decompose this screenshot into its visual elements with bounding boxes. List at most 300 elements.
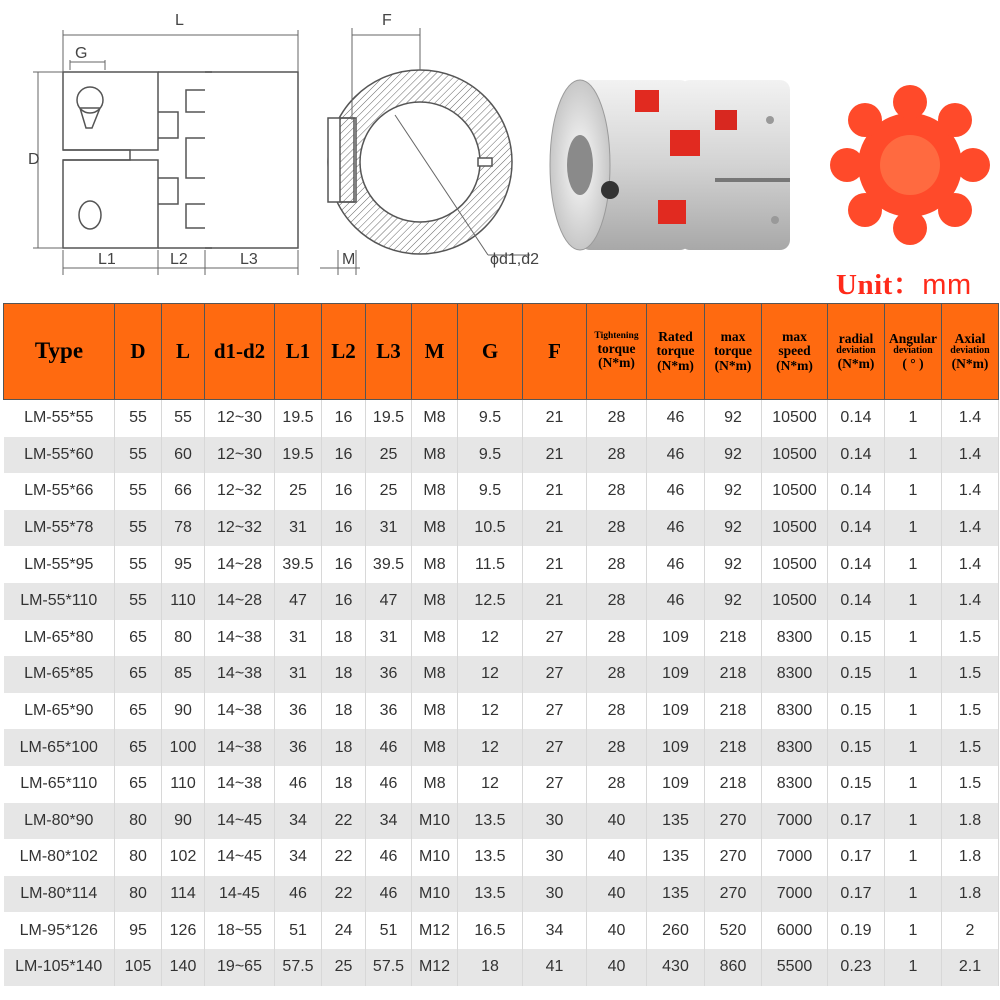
table-cell: M8 — [412, 437, 458, 474]
table-cell: 8300 — [762, 620, 828, 657]
table-cell: 1.4 — [942, 400, 999, 437]
column-header-line: (N*m) — [714, 357, 752, 373]
column-header — [275, 304, 322, 400]
table-cell: 65 — [115, 620, 162, 657]
dim-label-D: D — [28, 151, 40, 168]
table-cell: 14~38 — [205, 620, 275, 657]
table-cell: M8 — [412, 583, 458, 620]
table-cell: 46 — [647, 400, 705, 437]
table-cell: 13.5 — [458, 876, 523, 913]
column-header — [322, 304, 366, 400]
table-cell: 16 — [322, 510, 366, 547]
table-cell: 55 — [115, 473, 162, 510]
table-cell: M8 — [412, 766, 458, 803]
table-cell: 22 — [322, 876, 366, 913]
column-header — [205, 304, 275, 400]
table-cell: 10500 — [762, 473, 828, 510]
table-cell: 92 — [705, 437, 762, 474]
table-cell: 65 — [115, 693, 162, 730]
table-cell: 80 — [115, 839, 162, 876]
column-header-line: F — [548, 339, 561, 364]
table-cell: 1.4 — [942, 510, 999, 547]
column-header-line: torque — [597, 341, 636, 357]
table-cell: 270 — [705, 839, 762, 876]
table-cell: 65 — [115, 656, 162, 693]
table-cell: 40 — [587, 839, 647, 876]
table-cell: 1 — [885, 949, 942, 986]
table-cell: 92 — [705, 473, 762, 510]
table-cell: 28 — [587, 473, 647, 510]
column-header — [115, 304, 162, 400]
table-cell: 1.4 — [942, 546, 999, 583]
table-cell: 5500 — [762, 949, 828, 986]
table-cell: 0.15 — [828, 693, 885, 730]
table-cell: 1 — [885, 912, 942, 949]
table-cell: 19~65 — [205, 949, 275, 986]
table-cell: 12 — [458, 656, 523, 693]
table-cell: 8300 — [762, 729, 828, 766]
type-cell: LM-65*90 — [4, 693, 115, 730]
table-cell: 27 — [523, 766, 587, 803]
table-cell: 28 — [587, 400, 647, 437]
table-cell: 1.8 — [942, 876, 999, 913]
table-cell: 1.5 — [942, 693, 999, 730]
table-cell: 80 — [162, 620, 205, 657]
table-cell: 218 — [705, 620, 762, 657]
table-cell: 0.19 — [828, 912, 885, 949]
unit-prefix: Unit： — [836, 269, 923, 301]
table-cell: 27 — [523, 729, 587, 766]
dim-label-L: L — [175, 12, 184, 29]
table-cell: 0.15 — [828, 656, 885, 693]
column-header-line: Rated — [658, 329, 693, 345]
table-cell: 14-45 — [205, 876, 275, 913]
table-cell: 7000 — [762, 876, 828, 913]
table-cell: 28 — [587, 510, 647, 547]
table-cell: 36 — [366, 693, 412, 730]
coupling-photo — [540, 60, 820, 260]
column-header — [523, 304, 587, 400]
table-cell: 95 — [162, 546, 205, 583]
table-cell: 90 — [162, 803, 205, 840]
column-header-line: G — [481, 339, 499, 364]
table-cell: 18 — [322, 693, 366, 730]
table-cell: 80 — [115, 803, 162, 840]
table-cell: 135 — [647, 839, 705, 876]
table-cell: 10500 — [762, 400, 828, 437]
table-cell: 12 — [458, 729, 523, 766]
table-cell: 85 — [162, 656, 205, 693]
table-cell: 14~28 — [205, 583, 275, 620]
column-header-line: max — [782, 329, 807, 345]
table-cell: 218 — [705, 766, 762, 803]
table-cell: 14~38 — [205, 693, 275, 730]
table-cell: 8300 — [762, 656, 828, 693]
table-cell: 14~28 — [205, 546, 275, 583]
column-header-line: (N*m) — [951, 355, 989, 371]
table-cell: 46 — [366, 766, 412, 803]
table-cell: 109 — [647, 620, 705, 657]
column-header-line: torque — [656, 343, 695, 359]
table-cell: 30 — [523, 839, 587, 876]
table-cell: 12 — [458, 693, 523, 730]
table-cell: 46 — [366, 839, 412, 876]
table-cell: 16 — [322, 473, 366, 510]
column-header-line: deviation — [950, 345, 990, 357]
table-row — [4, 473, 999, 510]
table-cell: M8 — [412, 729, 458, 766]
column-header-line: L3 — [376, 339, 401, 364]
dim-label-M: M — [342, 251, 356, 268]
table-cell: 51 — [366, 912, 412, 949]
table-body — [4, 400, 999, 986]
table-row — [4, 693, 999, 730]
table-cell: 0.17 — [828, 839, 885, 876]
table-cell: 8300 — [762, 766, 828, 803]
table-cell: 31 — [366, 510, 412, 547]
table-cell: 21 — [523, 583, 587, 620]
table-cell: 34 — [366, 803, 412, 840]
table-cell: 1 — [885, 766, 942, 803]
dim-label-L1: L1 — [98, 251, 116, 268]
table-cell: 22 — [322, 803, 366, 840]
table-cell: 30 — [523, 876, 587, 913]
table-cell: 430 — [647, 949, 705, 986]
table-cell: 18 — [322, 729, 366, 766]
spider-insert-photo — [825, 80, 995, 250]
table-cell: 105 — [115, 949, 162, 986]
table-cell: 46 — [647, 583, 705, 620]
table-cell: 31 — [275, 620, 322, 657]
table-cell: 34 — [523, 912, 587, 949]
table-cell: 13.5 — [458, 803, 523, 840]
table-cell: 8300 — [762, 693, 828, 730]
table-cell: 1.5 — [942, 766, 999, 803]
table-cell: 65 — [115, 729, 162, 766]
table-cell: 1 — [885, 729, 942, 766]
table-cell: 270 — [705, 803, 762, 840]
table-cell: 40 — [587, 876, 647, 913]
table-cell: 46 — [647, 546, 705, 583]
specification-table — [3, 303, 999, 986]
dim-label-G: G — [75, 45, 88, 62]
table-row — [4, 583, 999, 620]
table-cell: 46 — [275, 876, 322, 913]
table-cell: 0.14 — [828, 510, 885, 547]
table-cell: 1.5 — [942, 620, 999, 657]
table-cell: 7000 — [762, 839, 828, 876]
table-cell: 1.4 — [942, 583, 999, 620]
table-cell: 46 — [366, 729, 412, 766]
column-header-line: ( ° ) — [902, 355, 924, 371]
column-header — [587, 304, 647, 400]
table-cell: 1 — [885, 546, 942, 583]
table-cell: 12~30 — [205, 400, 275, 437]
table-cell: 24 — [322, 912, 366, 949]
table-cell: 18 — [322, 620, 366, 657]
table-cell: 1 — [885, 803, 942, 840]
table-cell: 1 — [885, 839, 942, 876]
table-cell: 22 — [322, 839, 366, 876]
table-cell: 28 — [587, 656, 647, 693]
table-row — [4, 766, 999, 803]
table-cell: M8 — [412, 620, 458, 657]
table-cell: 1 — [885, 510, 942, 547]
product-illustration-area — [0, 0, 1000, 300]
table-row — [4, 546, 999, 583]
table-cell: 1 — [885, 876, 942, 913]
table-cell: 1 — [885, 693, 942, 730]
table-cell: 21 — [523, 473, 587, 510]
table-cell: 34 — [275, 839, 322, 876]
table-cell: 27 — [523, 693, 587, 730]
table-cell: M10 — [412, 803, 458, 840]
table-cell: M8 — [412, 693, 458, 730]
table-cell: 13.5 — [458, 839, 523, 876]
table-cell: 109 — [647, 729, 705, 766]
table-cell: M8 — [412, 510, 458, 547]
column-header-line: deviation — [836, 345, 876, 357]
table-cell: 46 — [275, 766, 322, 803]
column-header-line: L — [175, 339, 190, 364]
table-cell: 10500 — [762, 583, 828, 620]
table-cell: 1.4 — [942, 437, 999, 474]
table-cell: 28 — [587, 546, 647, 583]
table-row — [4, 876, 999, 913]
table-cell: 46 — [647, 473, 705, 510]
table-cell: 0.23 — [828, 949, 885, 986]
table-cell: 57.5 — [366, 949, 412, 986]
table-cell: 0.14 — [828, 400, 885, 437]
table-cell: 40 — [587, 912, 647, 949]
table-cell: 18 — [322, 656, 366, 693]
table-cell: 18 — [458, 949, 523, 986]
column-header-line: L2 — [331, 339, 356, 364]
table-cell: 10500 — [762, 510, 828, 547]
table-cell: 1 — [885, 583, 942, 620]
table-cell: 78 — [162, 510, 205, 547]
table-cell: 0.15 — [828, 620, 885, 657]
table-cell: 12 — [458, 766, 523, 803]
column-header — [762, 304, 828, 400]
table-cell: 140 — [162, 949, 205, 986]
table-cell: 21 — [523, 546, 587, 583]
table-cell: 19.5 — [275, 437, 322, 474]
column-header-line: deviation — [893, 345, 933, 357]
technical-drawing — [0, 0, 600, 300]
table-cell: 110 — [162, 583, 205, 620]
table-cell: 218 — [705, 656, 762, 693]
table-cell: 1 — [885, 620, 942, 657]
table-cell: 1 — [885, 473, 942, 510]
table-row — [4, 803, 999, 840]
table-cell: 36 — [275, 729, 322, 766]
table-cell: 218 — [705, 693, 762, 730]
table-row — [4, 437, 999, 474]
table-cell: M8 — [412, 656, 458, 693]
column-header-line: Axial — [954, 331, 986, 347]
table-cell: 19.5 — [275, 400, 322, 437]
table-cell: 27 — [523, 620, 587, 657]
table-cell: 31 — [366, 620, 412, 657]
table-header-row — [4, 304, 999, 400]
table-row — [4, 400, 999, 437]
table-cell: 36 — [366, 656, 412, 693]
table-cell: 1.5 — [942, 729, 999, 766]
column-header-line: (N*m) — [776, 357, 813, 373]
table-cell: 135 — [647, 803, 705, 840]
table-cell: 1.4 — [942, 473, 999, 510]
table-cell: 10500 — [762, 546, 828, 583]
table-cell: 0.14 — [828, 437, 885, 474]
dim-label-L3: L3 — [240, 251, 258, 268]
table-cell: 102 — [162, 839, 205, 876]
column-header — [705, 304, 762, 400]
column-header-line: L1 — [285, 339, 311, 364]
table-cell: 80 — [115, 876, 162, 913]
table-cell: 39.5 — [366, 546, 412, 583]
table-cell: 109 — [647, 656, 705, 693]
table-cell: 55 — [115, 400, 162, 437]
table-cell: 0.15 — [828, 766, 885, 803]
table-cell: 2.1 — [942, 949, 999, 986]
column-header — [162, 304, 205, 400]
column-header-line: (N*m) — [657, 357, 694, 373]
table-cell: 11.5 — [458, 546, 523, 583]
table-cell: 12 — [458, 620, 523, 657]
table-cell: 46 — [366, 876, 412, 913]
table-cell: 100 — [162, 729, 205, 766]
table-cell: 30 — [523, 803, 587, 840]
table-cell: 40 — [587, 803, 647, 840]
table-cell: M10 — [412, 876, 458, 913]
table-cell: 27 — [523, 656, 587, 693]
table-cell: 9.5 — [458, 400, 523, 437]
table-cell: 860 — [705, 949, 762, 986]
table-cell: 31 — [275, 656, 322, 693]
table-cell: 7000 — [762, 803, 828, 840]
table-cell: 9.5 — [458, 437, 523, 474]
table-cell: M8 — [412, 400, 458, 437]
table-cell: 126 — [162, 912, 205, 949]
table-cell: 19.5 — [366, 400, 412, 437]
table-cell: 16.5 — [458, 912, 523, 949]
table-cell: 57.5 — [275, 949, 322, 986]
table-cell: 95 — [115, 912, 162, 949]
column-header-line: M — [424, 339, 445, 364]
table-cell: 65 — [115, 766, 162, 803]
table-cell: 28 — [587, 693, 647, 730]
table-row — [4, 912, 999, 949]
table-cell: 109 — [647, 766, 705, 803]
table-cell: 16 — [322, 583, 366, 620]
table-cell: 270 — [705, 876, 762, 913]
table-cell: 28 — [587, 620, 647, 657]
column-header — [458, 304, 523, 400]
dim-label-L2: L2 — [170, 251, 188, 268]
table-row — [4, 949, 999, 986]
table-cell: 21 — [523, 437, 587, 474]
column-header-line: Tightening — [594, 331, 639, 342]
type-cell: LM-80*114 — [4, 876, 115, 913]
table-cell: 0.14 — [828, 473, 885, 510]
table-cell: 25 — [275, 473, 322, 510]
column-header — [885, 304, 942, 400]
table-cell: 2 — [942, 912, 999, 949]
table-cell: 10.5 — [458, 510, 523, 547]
table-cell: M12 — [412, 912, 458, 949]
table-cell: M8 — [412, 546, 458, 583]
type-cell: LM-55*60 — [4, 437, 115, 474]
table-cell: 34 — [275, 803, 322, 840]
column-header — [828, 304, 885, 400]
column-header-line: d1-d2 — [213, 339, 266, 364]
table-cell: 18 — [322, 766, 366, 803]
type-cell: LM-65*85 — [4, 656, 115, 693]
column-header — [4, 304, 115, 400]
table-cell: 1.8 — [942, 803, 999, 840]
table-row — [4, 510, 999, 547]
table-cell: 218 — [705, 729, 762, 766]
table-cell: 114 — [162, 876, 205, 913]
table-cell: 10500 — [762, 437, 828, 474]
table-cell: 21 — [523, 510, 587, 547]
table-cell: 36 — [275, 693, 322, 730]
table-cell: 0.14 — [828, 583, 885, 620]
table-cell: 25 — [366, 437, 412, 474]
type-cell: LM-55*78 — [4, 510, 115, 547]
type-cell: LM-105*140 — [4, 949, 115, 986]
table-cell: 0.14 — [828, 546, 885, 583]
type-cell: LM-65*110 — [4, 766, 115, 803]
table-cell: 12~32 — [205, 510, 275, 547]
table-cell: 41 — [523, 949, 587, 986]
column-header-line: (N*m) — [837, 355, 875, 371]
table-cell: 92 — [705, 546, 762, 583]
table-row — [4, 656, 999, 693]
column-header-line: (N*m) — [598, 355, 635, 371]
table-cell: 55 — [115, 546, 162, 583]
table-cell: 39.5 — [275, 546, 322, 583]
table-cell: 55 — [115, 437, 162, 474]
column-header-line: radial — [838, 331, 874, 347]
table-row — [4, 729, 999, 766]
table-cell: 92 — [705, 583, 762, 620]
table-cell: 135 — [647, 876, 705, 913]
table-cell: 25 — [322, 949, 366, 986]
column-header-line: speed — [778, 343, 811, 359]
table-cell: 28 — [587, 437, 647, 474]
column-header — [647, 304, 705, 400]
table-cell: 12~32 — [205, 473, 275, 510]
table-cell: 90 — [162, 693, 205, 730]
table-cell: 55 — [162, 400, 205, 437]
table-cell: 92 — [705, 510, 762, 547]
table-cell: 6000 — [762, 912, 828, 949]
table-cell: 16 — [322, 400, 366, 437]
table-cell: M10 — [412, 839, 458, 876]
table-cell: 21 — [523, 400, 587, 437]
table-cell: 46 — [647, 510, 705, 547]
table-cell: 46 — [647, 437, 705, 474]
table-cell: 14~38 — [205, 729, 275, 766]
table-cell: M12 — [412, 949, 458, 986]
column-header-line: Type — [34, 338, 84, 364]
table-cell: 12.5 — [458, 583, 523, 620]
table-cell: 0.17 — [828, 876, 885, 913]
type-cell: LM-55*66 — [4, 473, 115, 510]
table-cell: 40 — [587, 949, 647, 986]
